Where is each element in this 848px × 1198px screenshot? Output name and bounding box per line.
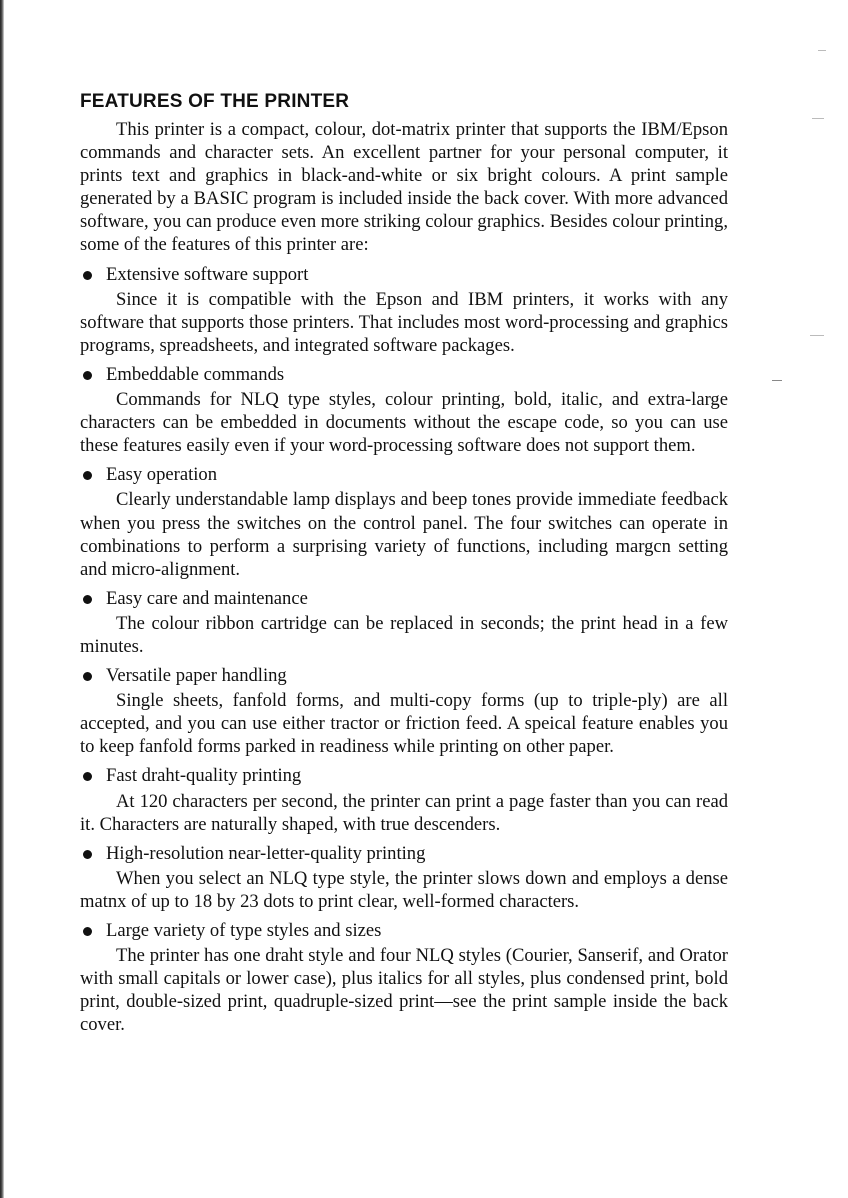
feature-heading-line xyxy=(80,587,728,610)
feature-heading: Versatile paper handling xyxy=(106,665,287,687)
feature-body: At 120 characters per second, the printer can print a page faster than you can read it. Characters are naturally shaped, with true descenders. xyxy=(80,790,728,835)
feature-heading-line xyxy=(80,463,728,486)
bullet-icon xyxy=(83,471,92,480)
bullet-icon xyxy=(83,595,92,604)
bullet-icon xyxy=(83,672,92,681)
page-title: FEATURES OF THE PRINTER xyxy=(80,91,350,112)
feature-heading: Large variety of type styles and sizes xyxy=(106,920,382,941)
feature-item xyxy=(80,363,728,457)
feature-heading: Fast draht-quality printing xyxy=(106,765,302,787)
feature-body: The colour ribbon cartridge can be replaced in seconds; the print head in a few minutes. xyxy=(80,612,728,657)
feature-heading-line xyxy=(80,363,728,386)
feature-heading: Easy care and maintenance xyxy=(106,587,308,609)
feature-heading-line xyxy=(80,919,728,942)
feature-heading-line xyxy=(80,664,728,687)
feature-body: The printer has one draht style and four NLQ styles (Courier, Sanserif, and Orator with small capitals or lower case), plus italics for all styles, plus condensed print, bold print, double-sized print, quadruple-sized print—see the print sample inside the back cover. xyxy=(80,945,728,1036)
feature-item xyxy=(80,842,728,913)
intro-paragraph: This printer is a compact, colour, dot-matrix printer that supports the IBM/Epson commands and character sets. An excellent partner for your personal computer, it prints text and graphics in black-and-white or six bright colours. A print sample generated by a BASIC program is included inside the back cover. With more advanced software, you can produce even more striking colour graphics. Besides colour printing, some of the features of this printer are: xyxy=(80,119,728,256)
bullet-icon xyxy=(83,772,92,781)
feature-list xyxy=(80,263,728,1037)
feature-heading: Easy operation xyxy=(106,464,218,486)
bullet-icon xyxy=(83,927,92,936)
feature-heading-line xyxy=(80,263,728,286)
page-binding-edge xyxy=(0,0,4,1198)
feature-item xyxy=(80,263,728,357)
feature-heading: High-resolution near-letter-quality printing xyxy=(106,842,426,864)
feature-body: Since it is compatible with the Epson and IBM printers, it works with any software that supports those printers. That includes most word-processing and graphics programs, spreadsheets, and integrated software packages. xyxy=(80,288,728,356)
bullet-icon xyxy=(83,850,92,859)
feature-heading: Embeddable commands xyxy=(106,363,285,385)
feature-heading-line xyxy=(80,764,728,787)
feature-item xyxy=(80,587,728,658)
feature-item xyxy=(80,664,728,758)
feature-body: When you select an NLQ type style, the printer slows down and employs a dense matnx of up to 18 by 23 dots to print clear, well-formed characters. xyxy=(80,867,728,912)
bullet-icon xyxy=(83,271,92,280)
feature-body: Clearly understandable lamp displays and beep tones provide immediate feedback when you press the switches on the control panel. The four switches can operate in combinations to perform a surprising variety of functions, including margcn setting and micro-alignment. xyxy=(80,489,728,580)
feature-heading: Extensive software support xyxy=(106,263,309,285)
feature-item xyxy=(80,764,728,835)
feature-item xyxy=(80,463,728,580)
feature-heading-line xyxy=(80,842,728,865)
bullet-icon xyxy=(83,371,92,380)
document-page xyxy=(80,90,728,1036)
feature-body: Single sheets, fanfold forms, and multi-copy forms (up to triple-ply) are all accepted, and you can use either tractor or friction feed. A speical feature enables you to keep fanfold forms parked in readiness while printing on other paper. xyxy=(80,690,728,758)
feature-item xyxy=(80,919,728,1036)
feature-body: Commands for NLQ type styles, colour printing, bold, italic, and extra-large characters can be embedded in documents without the escape code, so you can use these features easily even if your word-processing software does not support them. xyxy=(80,389,728,457)
